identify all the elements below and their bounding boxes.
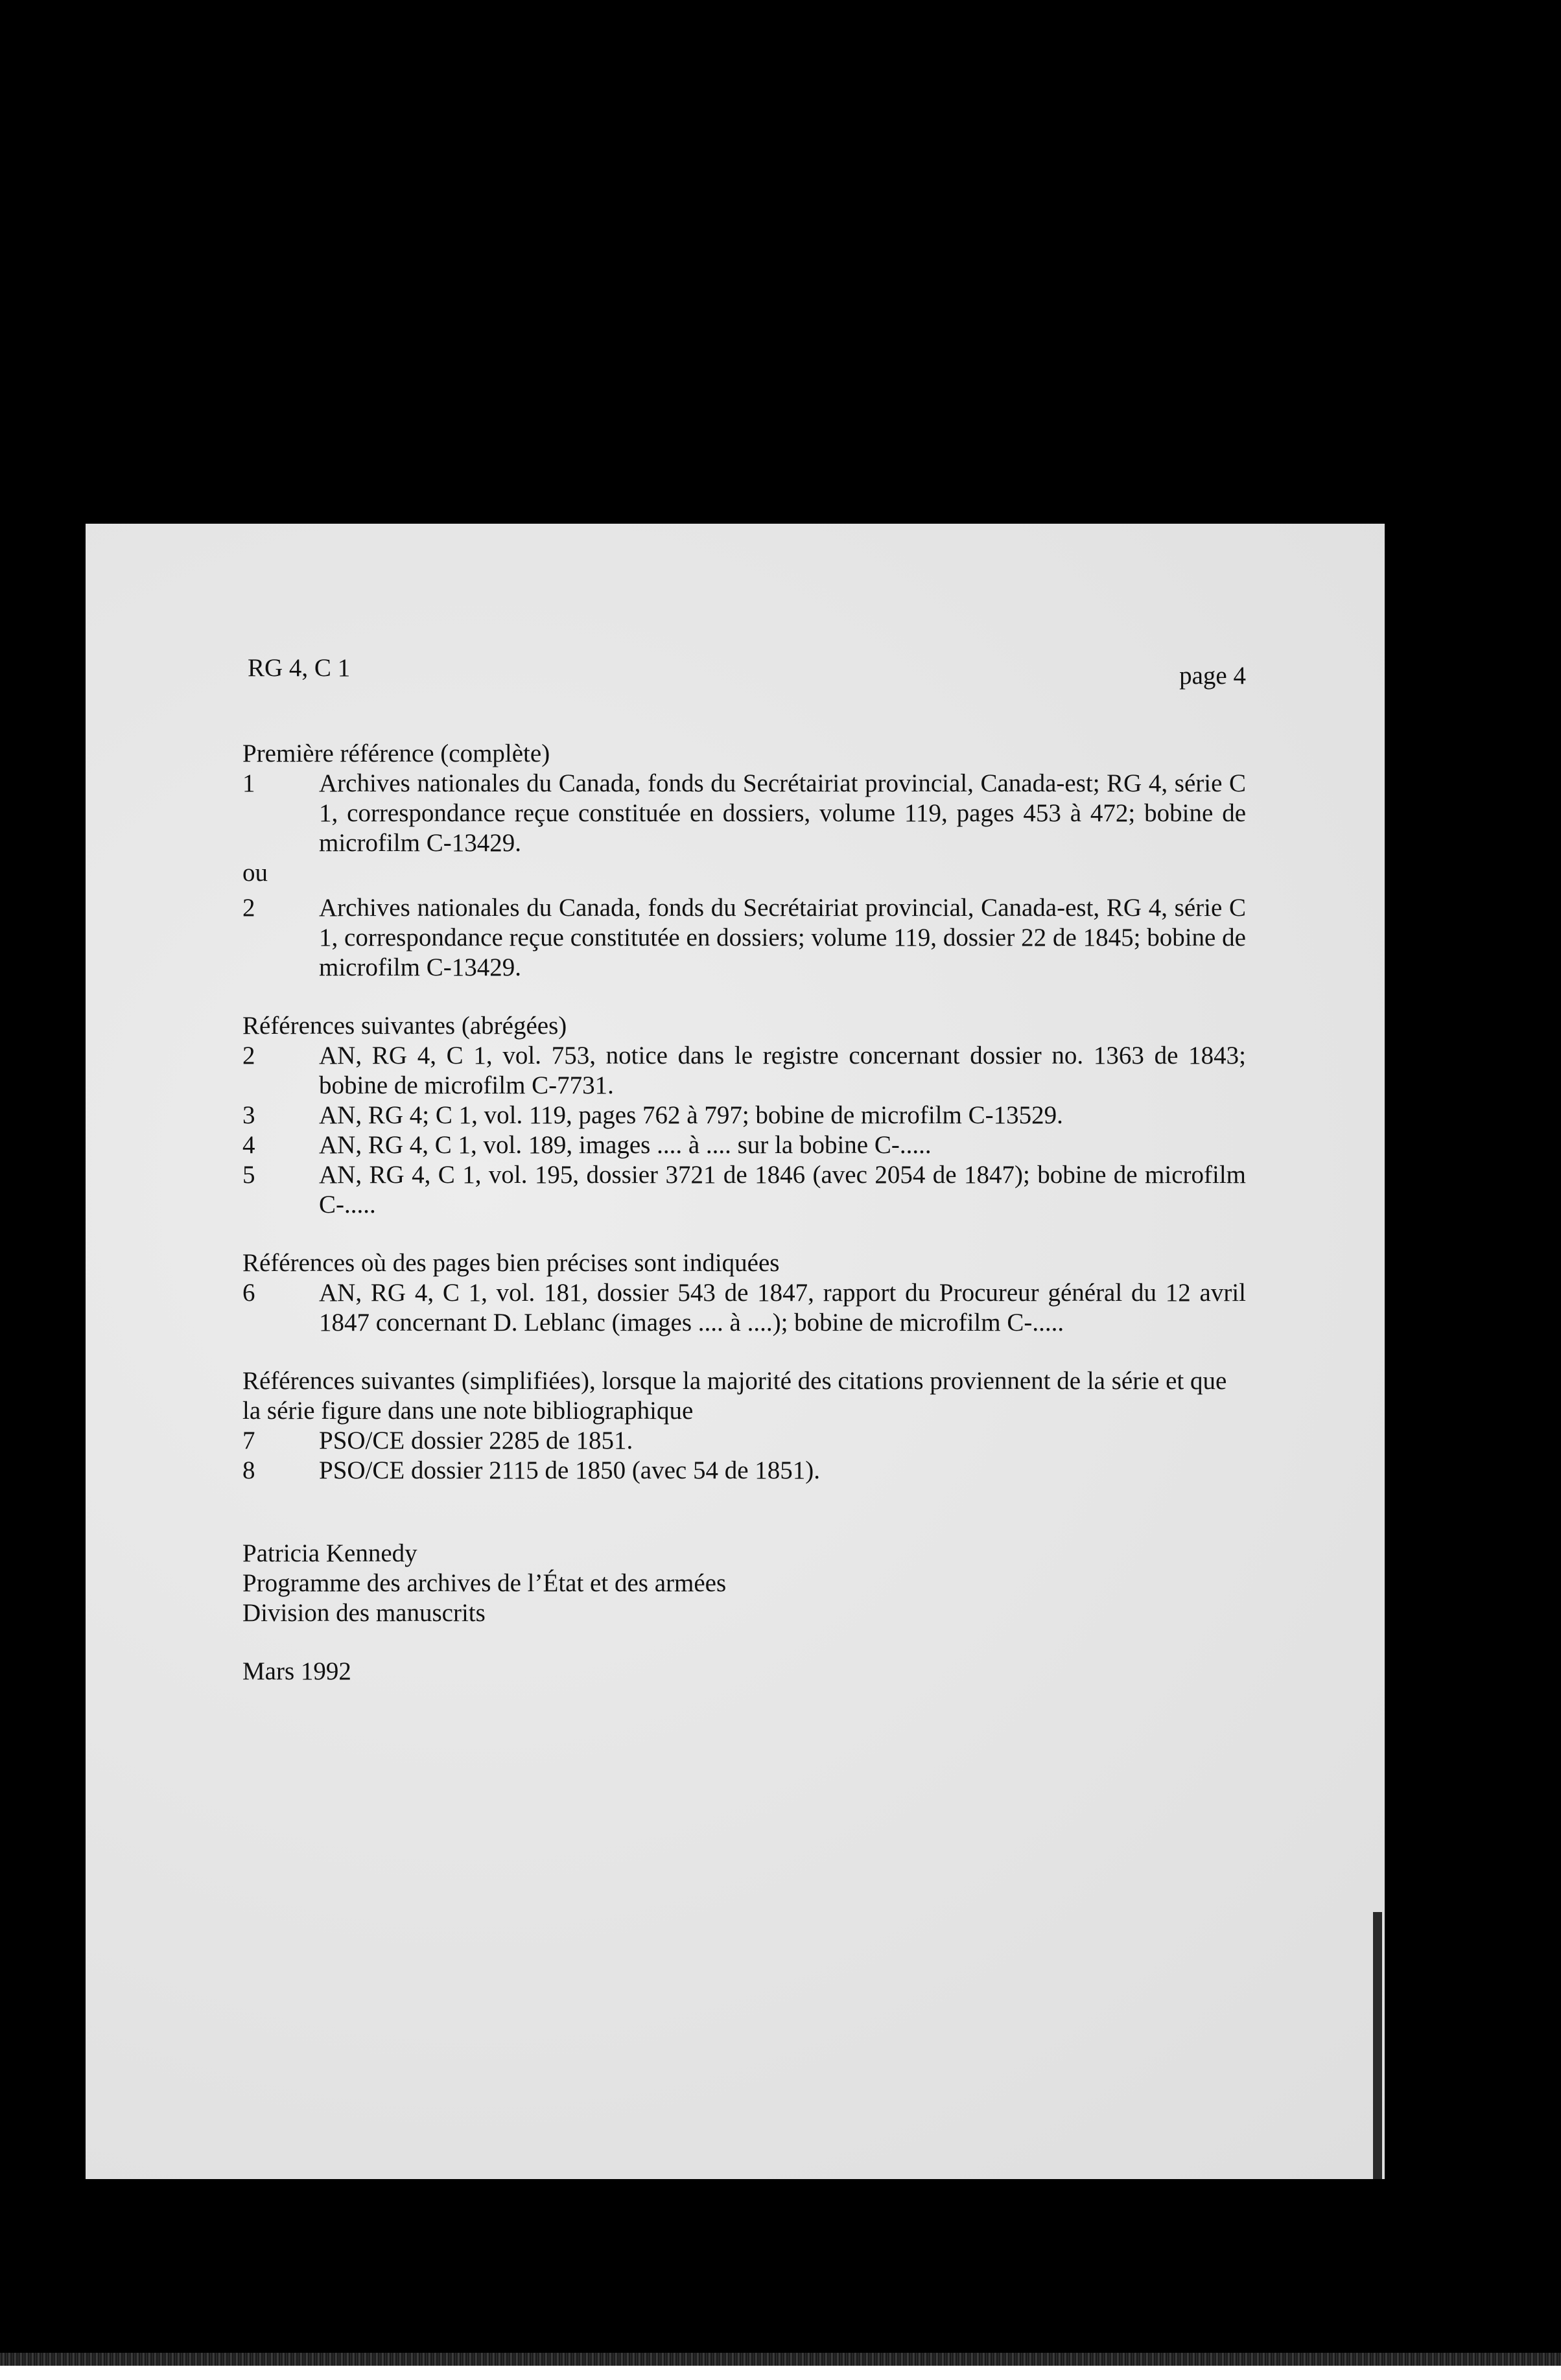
entry-number: 6	[242, 1279, 255, 1307]
reference-entry	[242, 1130, 1246, 1160]
entry-text: AN, RG 4, C 1, vol. 753, notice dans le registre concernant dossier no. 1363 de 1843; bobine de microfilm C-7731.	[319, 1042, 1246, 1099]
reference-entry	[242, 1426, 1246, 1456]
entry-text: Archives nationales du Canada, fonds du Secrétairiat provincial, Canada-est; RG 4, série C 1, correspondance reçue constituée en dossiers, volume 119, pages 453 à 472; bobine de microfilm C-13429.	[319, 769, 1246, 857]
author-name: Patricia Kennedy	[242, 1539, 417, 1567]
entry-number: 2	[242, 1042, 255, 1069]
section-title-simplified: Références suivantes (simplifiées), lorsque la majorité des citations proviennent de la série et que la série figure dans une note bibliographique	[242, 1367, 1227, 1425]
separator-ou: ou	[242, 859, 268, 887]
entry-text: PSO/CE dossier 2115 de 1850 (avec 54 de 1851).	[319, 1456, 821, 1484]
section-title-abridged: Références suivantes (abrégées)	[242, 1012, 567, 1040]
entry-number: 4	[242, 1131, 255, 1159]
reference-entry	[242, 1101, 1246, 1130]
author-division: Division des manuscrits	[242, 1599, 486, 1627]
entry-text: AN, RG 4; C 1, vol. 119, pages 762 à 797; bobine de microfilm C-13529.	[319, 1101, 1063, 1129]
document-page	[86, 524, 1385, 2179]
entry-number: 8	[242, 1456, 255, 1484]
reference-entry	[242, 1041, 1246, 1101]
reference-entry	[242, 1160, 1246, 1220]
document-body	[242, 739, 1246, 1686]
entry-text: AN, RG 4, C 1, vol. 181, dossier 543 de 1847, rapport du Procureur général du 12 avril 1847 concernant D. Leblanc (images .... à ....); bobine de microfilm C-.....	[319, 1279, 1246, 1336]
entry-number: 7	[242, 1427, 255, 1454]
reference-entry	[242, 1456, 1246, 1486]
entry-text: AN, RG 4, C 1, vol. 195, dossier 3721 de 1846 (avec 2054 de 1847); bobine de microfilm C-.....	[319, 1161, 1246, 1219]
page-number: page 4	[1179, 662, 1246, 690]
reference-entry	[242, 769, 1246, 858]
author-program: Programme des archives de l’État et des armées	[242, 1569, 727, 1597]
entry-text: Archives nationales du Canada, fonds du Secrétairiat provincial, Canada-est, RG 4, série C 1, correspondance reçue constitutée en dossiers; volume 119, dossier 22 de 1845; bobine de microfilm C-13429.	[319, 894, 1246, 981]
reference-entry	[242, 1278, 1246, 1338]
entry-text: AN, RG 4, C 1, vol. 189, images .... à .... sur la bobine C-.....	[319, 1131, 932, 1159]
section-title-first-reference: Première référence (complète)	[242, 740, 550, 767]
document-date: Mars 1992	[242, 1657, 351, 1685]
reference-entry	[242, 893, 1246, 983]
section-title-precise-pages: Références où des pages bien précises sont indiquées	[242, 1249, 780, 1277]
entry-text: PSO/CE dossier 2285 de 1851.	[319, 1427, 633, 1454]
entry-number: 1	[242, 769, 255, 797]
scan-noise-strip	[0, 2353, 1561, 2366]
entry-number: 3	[242, 1101, 255, 1129]
page-edge-shadow	[1373, 1912, 1382, 2179]
entry-number: 2	[242, 894, 255, 922]
entry-number: 5	[242, 1161, 255, 1189]
header-reference: RG 4, C 1	[248, 654, 351, 682]
scan-bottom-border	[0, 2366, 1561, 2380]
